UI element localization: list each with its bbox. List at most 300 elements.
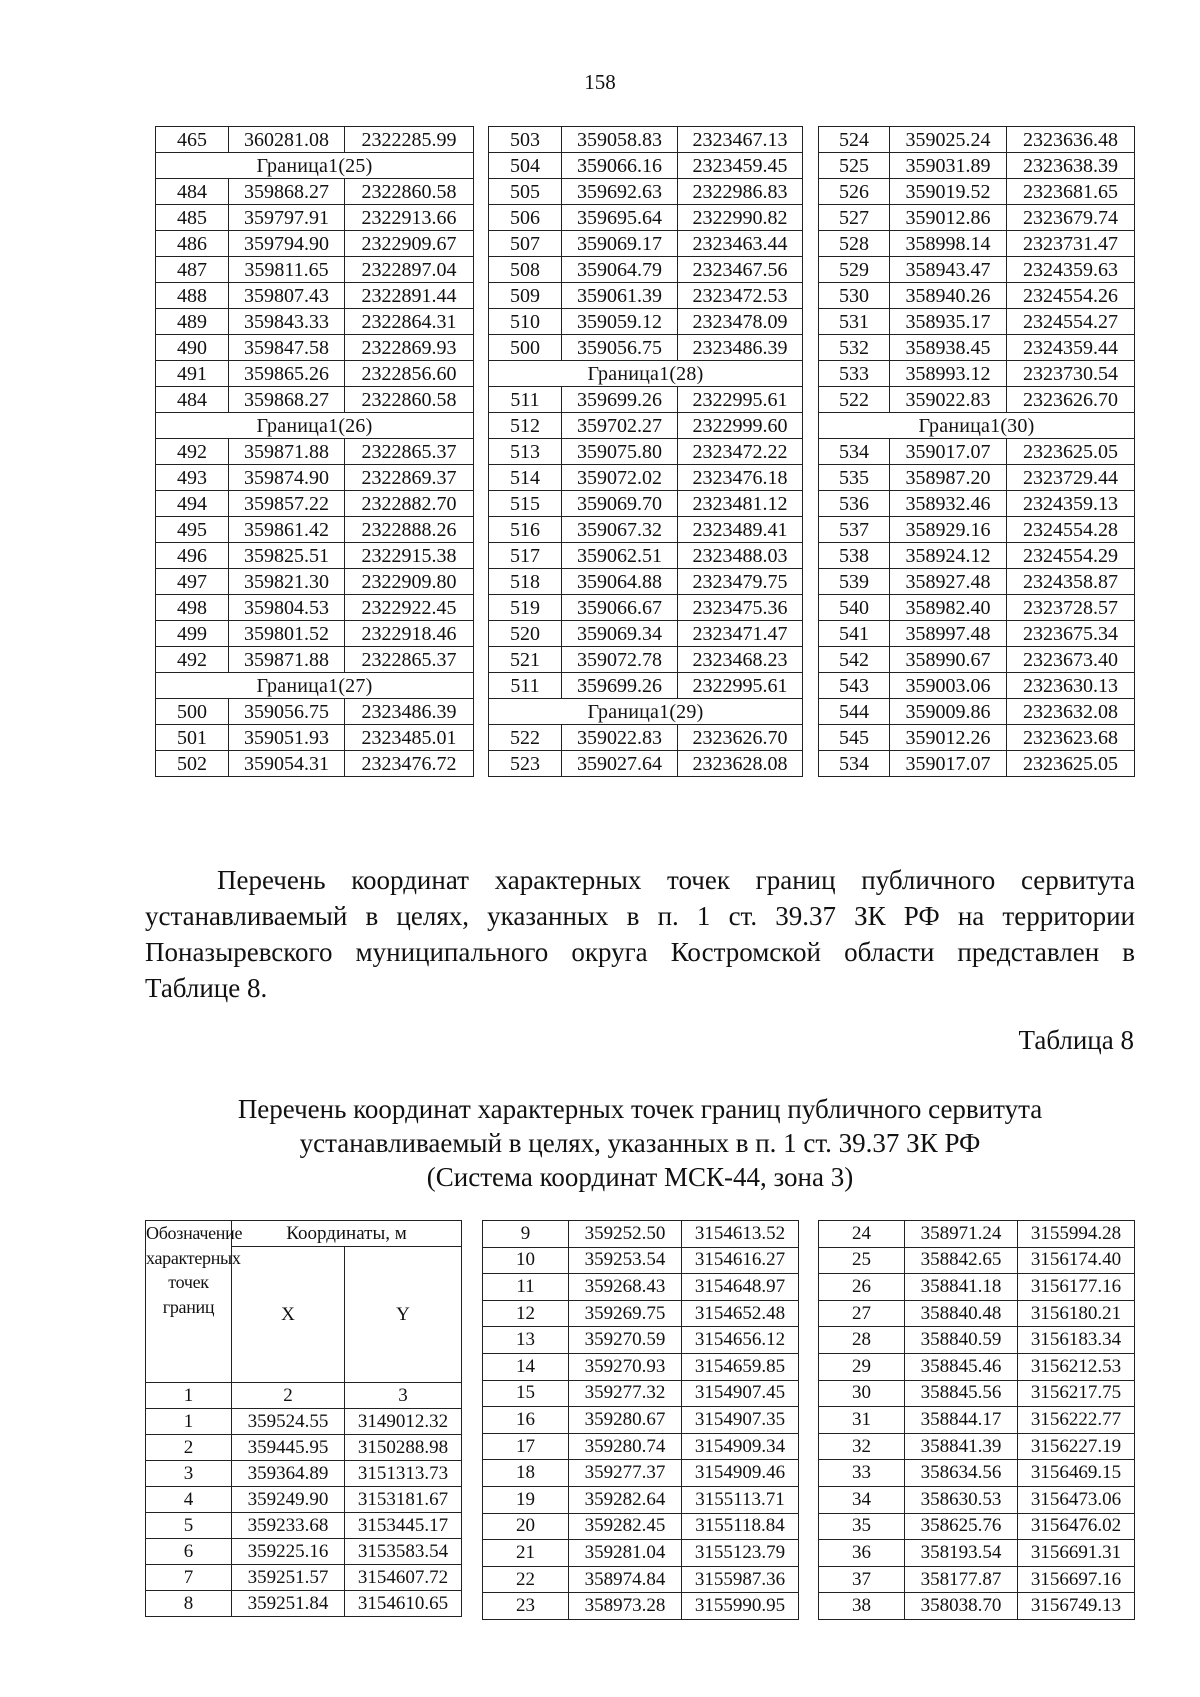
- description-text: Перечень координат характерных точек границ публичного сервитута устанавливаемый в целях, указанных в п. 1 ст. 39.37 ЗК РФ на территории Поназыревского муниципального округа Костромской области представлен в Таблице 8.: [145, 865, 1135, 1003]
- table-row: [483, 1247, 799, 1274]
- table-row: [146, 1513, 462, 1539]
- coord-y: 3150288.98: [345, 1435, 462, 1461]
- point-number: 535: [819, 465, 890, 491]
- table-row: [819, 1380, 1135, 1407]
- table-row: [156, 491, 474, 517]
- coord-x: 359012.86: [890, 205, 1007, 231]
- coord-x: 359801.52: [229, 621, 345, 647]
- point-number: 9: [483, 1221, 569, 1248]
- table-row: [819, 361, 1135, 387]
- table-row: [819, 1274, 1135, 1301]
- point-number: 6: [146, 1539, 232, 1565]
- boundary-table-middle: [488, 126, 803, 777]
- point-number: 487: [156, 257, 229, 283]
- coord-y: 2323463.44: [678, 231, 803, 257]
- page-number: 158: [584, 70, 616, 94]
- coord-y: 2323623.68: [1007, 725, 1135, 751]
- point-number: 502: [156, 751, 229, 777]
- table-title: [145, 1092, 1135, 1194]
- point-number: 21: [483, 1540, 569, 1567]
- boundary-section-row: [489, 699, 803, 725]
- table-row: [819, 387, 1135, 413]
- coord-x: 358842.65: [905, 1247, 1018, 1274]
- point-number: 522: [489, 725, 562, 751]
- point-number: 533: [819, 361, 890, 387]
- point-number: 8: [146, 1591, 232, 1617]
- coord-y: 3151313.73: [345, 1461, 462, 1487]
- coord-x: 359281.04: [569, 1540, 682, 1567]
- coord-x: 359027.64: [562, 751, 678, 777]
- coord-y: 2323636.48: [1007, 127, 1135, 153]
- table-row: [156, 309, 474, 335]
- coord-y: 2323479.75: [678, 569, 803, 595]
- header-coordinates: Координаты, м: [232, 1221, 462, 1247]
- table-row: [819, 179, 1135, 205]
- coord-y: 3155123.79: [682, 1540, 799, 1567]
- point-number: 497: [156, 569, 229, 595]
- coord-y: 3154659.85: [682, 1353, 799, 1380]
- boundary-table-left: [155, 126, 474, 777]
- table8-part1: [145, 1220, 462, 1617]
- point-number: 499: [156, 621, 229, 647]
- coord-x: 359059.12: [562, 309, 678, 335]
- coord-x: 359270.59: [569, 1327, 682, 1354]
- coord-x: 358990.67: [890, 647, 1007, 673]
- coord-x: 359277.37: [569, 1460, 682, 1487]
- coord-x: 359811.65: [229, 257, 345, 283]
- point-number: 511: [489, 673, 562, 699]
- table-row: [156, 699, 474, 725]
- coord-x: 359874.90: [229, 465, 345, 491]
- table-row: [819, 569, 1135, 595]
- point-number: 7: [146, 1565, 232, 1591]
- coord-x: 358998.14: [890, 231, 1007, 257]
- coord-y: 3156174.40: [1018, 1247, 1135, 1274]
- coord-y: 2324554.26: [1007, 283, 1135, 309]
- table-row: [819, 1566, 1135, 1593]
- table-row: [819, 1353, 1135, 1380]
- table-row: [489, 387, 803, 413]
- coord-x: 358971.24: [905, 1221, 1018, 1248]
- coord-y: 3153583.54: [345, 1539, 462, 1565]
- table-row: [489, 179, 803, 205]
- table-row: [819, 283, 1135, 309]
- point-number: 28: [819, 1327, 905, 1354]
- table-row: [483, 1380, 799, 1407]
- coord-y: 2323472.22: [678, 439, 803, 465]
- coord-y: 3154909.46: [682, 1460, 799, 1487]
- coord-y: 2323625.05: [1007, 751, 1135, 777]
- table-label: Таблица 8: [1018, 1025, 1134, 1055]
- coord-y: 2322860.58: [345, 387, 474, 413]
- table-row: [483, 1300, 799, 1327]
- coord-y: 3153181.67: [345, 1487, 462, 1513]
- coord-x: 358927.48: [890, 569, 1007, 595]
- coord-x: 358987.20: [890, 465, 1007, 491]
- coord-y: 2323731.47: [1007, 231, 1135, 257]
- coord-x: 358993.12: [890, 361, 1007, 387]
- coord-y: 2324554.28: [1007, 517, 1135, 543]
- table-row: [489, 465, 803, 491]
- point-number: 515: [489, 491, 562, 517]
- coord-y: 2323467.13: [678, 127, 803, 153]
- point-number: 34: [819, 1486, 905, 1513]
- point-number: 505: [489, 179, 562, 205]
- coord-x: 359025.24: [890, 127, 1007, 153]
- point-number: 492: [156, 439, 229, 465]
- table-row: [819, 465, 1135, 491]
- table-row: [819, 1407, 1135, 1434]
- point-number: 489: [156, 309, 229, 335]
- table-row: [489, 153, 803, 179]
- point-number: 490: [156, 335, 229, 361]
- table-row: [483, 1566, 799, 1593]
- coord-y: 2322995.61: [678, 387, 803, 413]
- coord-x: 359807.43: [229, 283, 345, 309]
- point-number: 495: [156, 517, 229, 543]
- coord-y: 2323475.36: [678, 595, 803, 621]
- table-row: [819, 153, 1135, 179]
- coord-y: 2322864.31: [345, 309, 474, 335]
- header-col-number: 3: [345, 1383, 462, 1409]
- coord-y: 2323625.05: [1007, 439, 1135, 465]
- coord-y: 2322909.67: [345, 231, 474, 257]
- table-row: [146, 1487, 462, 1513]
- coord-y: 2323681.65: [1007, 179, 1135, 205]
- coord-y: 3154909.34: [682, 1433, 799, 1460]
- point-number: 486: [156, 231, 229, 257]
- point-number: 31: [819, 1407, 905, 1434]
- coord-x: 358974.84: [569, 1566, 682, 1593]
- coord-x: 358973.28: [569, 1593, 682, 1620]
- coord-y: 2323628.08: [678, 751, 803, 777]
- table-row: [156, 725, 474, 751]
- coord-y: 2323486.39: [678, 335, 803, 361]
- coord-y: 2323626.70: [1007, 387, 1135, 413]
- coord-x: 359280.67: [569, 1407, 682, 1434]
- coord-x: 358038.70: [905, 1593, 1018, 1620]
- boundary-table-right: [818, 126, 1135, 777]
- table-row: [489, 127, 803, 153]
- table-row: [819, 621, 1135, 647]
- coord-x: 358625.76: [905, 1513, 1018, 1540]
- boundary-section-label: Граница1(28): [489, 361, 803, 387]
- table-row: [483, 1540, 799, 1567]
- coord-y: 2323729.44: [1007, 465, 1135, 491]
- coord-y: 3155990.95: [682, 1593, 799, 1620]
- coord-x: 359064.88: [562, 569, 678, 595]
- coord-y: 2324554.27: [1007, 309, 1135, 335]
- table-row: [156, 127, 474, 153]
- coord-x: 359847.58: [229, 335, 345, 361]
- point-number: 493: [156, 465, 229, 491]
- coord-x: 358935.17: [890, 309, 1007, 335]
- coord-y: 2322897.04: [345, 257, 474, 283]
- coord-y: 2322915.38: [345, 543, 474, 569]
- coord-y: 3154616.27: [682, 1247, 799, 1274]
- coord-x: 359843.33: [229, 309, 345, 335]
- coord-y: 3156217.75: [1018, 1380, 1135, 1407]
- table-row: [156, 569, 474, 595]
- table-row: [489, 205, 803, 231]
- coord-x: 359061.39: [562, 283, 678, 309]
- coord-y: 2324359.63: [1007, 257, 1135, 283]
- table-row: [483, 1433, 799, 1460]
- point-number: 24: [819, 1221, 905, 1248]
- header-point-designation: Обозначение характерных точек границ: [146, 1221, 232, 1383]
- coord-x: 358841.18: [905, 1274, 1018, 1301]
- point-number: 534: [819, 439, 890, 465]
- point-number: 513: [489, 439, 562, 465]
- table-row: [819, 1327, 1135, 1354]
- table-row: [819, 1486, 1135, 1513]
- coord-x: 359861.42: [229, 517, 345, 543]
- point-number: 29: [819, 1353, 905, 1380]
- table-row: [489, 335, 803, 361]
- table-row: [819, 439, 1135, 465]
- point-number: 538: [819, 543, 890, 569]
- coord-y: 3154652.48: [682, 1300, 799, 1327]
- coord-x: 359871.88: [229, 647, 345, 673]
- coord-y: 3154607.72: [345, 1565, 462, 1591]
- point-number: 531: [819, 309, 890, 335]
- point-number: 530: [819, 283, 890, 309]
- point-number: 541: [819, 621, 890, 647]
- coord-x: 359022.83: [890, 387, 1007, 413]
- point-number: 1: [146, 1409, 232, 1435]
- table-row: [489, 413, 803, 439]
- coord-x: 359804.53: [229, 595, 345, 621]
- point-number: 510: [489, 309, 562, 335]
- coord-x: 359056.75: [229, 699, 345, 725]
- coord-x: 359702.27: [562, 413, 678, 439]
- point-number: 534: [819, 751, 890, 777]
- table-row: [819, 699, 1135, 725]
- coord-y: 2323632.08: [1007, 699, 1135, 725]
- table8-body: [483, 1221, 799, 1620]
- table-row: [489, 647, 803, 673]
- coord-y: 2322865.37: [345, 439, 474, 465]
- table-row: [156, 595, 474, 621]
- table-row: [483, 1407, 799, 1434]
- coord-x: 358943.47: [890, 257, 1007, 283]
- coord-y: 3154648.97: [682, 1274, 799, 1301]
- point-number: 3: [146, 1461, 232, 1487]
- table-row: [156, 647, 474, 673]
- coord-x: 359031.89: [890, 153, 1007, 179]
- point-number: 492: [156, 647, 229, 673]
- coord-y: 3154907.35: [682, 1407, 799, 1434]
- coord-y: 2322882.70: [345, 491, 474, 517]
- point-number: 504: [489, 153, 562, 179]
- coord-y: 2323472.53: [678, 283, 803, 309]
- coord-y: 3156177.16: [1018, 1274, 1135, 1301]
- coord-y: 3156183.34: [1018, 1327, 1135, 1354]
- header-col-number: 1: [146, 1383, 232, 1409]
- coord-y: 3156212.53: [1018, 1353, 1135, 1380]
- point-number: 512: [489, 413, 562, 439]
- point-number: 542: [819, 647, 890, 673]
- table-row: [489, 569, 803, 595]
- table-row: [819, 725, 1135, 751]
- point-number: 10: [483, 1247, 569, 1274]
- table-row: [483, 1274, 799, 1301]
- table-row: [156, 179, 474, 205]
- coord-y: 3153445.17: [345, 1513, 462, 1539]
- coord-x: 358630.53: [905, 1486, 1018, 1513]
- table-row: [819, 309, 1135, 335]
- table-row: [156, 517, 474, 543]
- point-number: 14: [483, 1353, 569, 1380]
- coord-y: 2323675.34: [1007, 621, 1135, 647]
- coord-y: 3156222.77: [1018, 1407, 1135, 1434]
- coord-y: 2322922.45: [345, 595, 474, 621]
- coord-x: 358844.17: [905, 1407, 1018, 1434]
- point-number: 22: [483, 1566, 569, 1593]
- coord-y: 2322860.58: [345, 179, 474, 205]
- coord-y: 2323679.74: [1007, 205, 1135, 231]
- point-number: 35: [819, 1513, 905, 1540]
- coord-y: 2322856.60: [345, 361, 474, 387]
- coord-y: 2323673.40: [1007, 647, 1135, 673]
- boundary-section-label: Граница1(26): [156, 413, 474, 439]
- coord-x: 359072.02: [562, 465, 678, 491]
- table8-body: [819, 1221, 1135, 1620]
- coord-y: 3149012.32: [345, 1409, 462, 1435]
- coord-x: 358840.48: [905, 1300, 1018, 1327]
- coord-x: 359009.86: [890, 699, 1007, 725]
- table-row: [819, 1460, 1135, 1487]
- table-row: [146, 1591, 462, 1617]
- coord-y: 2323467.56: [678, 257, 803, 283]
- point-number: 545: [819, 725, 890, 751]
- table-row: [489, 751, 803, 777]
- point-number: 519: [489, 595, 562, 621]
- coord-x: 359069.70: [562, 491, 678, 517]
- table-row: [156, 387, 474, 413]
- table-row: [156, 231, 474, 257]
- coord-x: 358982.40: [890, 595, 1007, 621]
- coord-y: 3154907.45: [682, 1380, 799, 1407]
- coord-x: 359699.26: [562, 387, 678, 413]
- coord-y: 2323489.41: [678, 517, 803, 543]
- coord-x: 359699.26: [562, 673, 678, 699]
- coord-x: 359012.26: [890, 725, 1007, 751]
- coord-y: 3154610.65: [345, 1591, 462, 1617]
- point-number: 19: [483, 1486, 569, 1513]
- coord-y: 3156227.19: [1018, 1433, 1135, 1460]
- coord-x: 359062.51: [562, 543, 678, 569]
- table-row: [819, 127, 1135, 153]
- coord-x: 358840.59: [905, 1327, 1018, 1354]
- table-row: [489, 283, 803, 309]
- coord-x: 359233.68: [232, 1513, 345, 1539]
- coord-x: 358634.56: [905, 1460, 1018, 1487]
- point-number: 12: [483, 1300, 569, 1327]
- coord-y: 2323488.03: [678, 543, 803, 569]
- point-number: 501: [156, 725, 229, 751]
- coord-x: 359364.89: [232, 1461, 345, 1487]
- boundary-section-label: Граница1(27): [156, 673, 474, 699]
- coord-y: 2323630.13: [1007, 673, 1135, 699]
- point-number: 488: [156, 283, 229, 309]
- coord-y: 3155994.28: [1018, 1221, 1135, 1248]
- coord-y: 2322869.37: [345, 465, 474, 491]
- coord-y: 2323638.39: [1007, 153, 1135, 179]
- point-number: 494: [156, 491, 229, 517]
- coord-x: 359797.91: [229, 205, 345, 231]
- table-row: [819, 231, 1135, 257]
- table-row: [483, 1327, 799, 1354]
- coord-y: 3156749.13: [1018, 1593, 1135, 1620]
- coord-x: 359524.55: [232, 1409, 345, 1435]
- coord-x: 358193.54: [905, 1540, 1018, 1567]
- table-row: [819, 1300, 1135, 1327]
- coord-y: 2323471.47: [678, 621, 803, 647]
- point-number: 528: [819, 231, 890, 257]
- coord-x: 359064.79: [562, 257, 678, 283]
- coord-y: 2323459.45: [678, 153, 803, 179]
- coord-x: 359054.31: [229, 751, 345, 777]
- table-row: [819, 517, 1135, 543]
- point-number: 2: [146, 1435, 232, 1461]
- coord-y: 3155113.71: [682, 1486, 799, 1513]
- coord-x: 358924.12: [890, 543, 1007, 569]
- coord-y: 3156476.02: [1018, 1513, 1135, 1540]
- boundary-section-label: Граница1(29): [489, 699, 803, 725]
- point-number: 13: [483, 1327, 569, 1354]
- table-row: [489, 621, 803, 647]
- coord-x: 359252.50: [569, 1221, 682, 1248]
- coord-x: 358940.26: [890, 283, 1007, 309]
- table-row: [819, 491, 1135, 517]
- point-number: 524: [819, 127, 890, 153]
- point-number: 507: [489, 231, 562, 257]
- coord-x: 358841.39: [905, 1433, 1018, 1460]
- point-number: 508: [489, 257, 562, 283]
- coord-y: 2322986.83: [678, 179, 803, 205]
- point-number: 527: [819, 205, 890, 231]
- point-number: 532: [819, 335, 890, 361]
- boundary-section-label: Граница1(25): [156, 153, 474, 179]
- coord-x: 359282.64: [569, 1486, 682, 1513]
- table-row: [156, 465, 474, 491]
- point-number: 503: [489, 127, 562, 153]
- coord-y: 3155118.84: [682, 1513, 799, 1540]
- coord-x: 358932.46: [890, 491, 1007, 517]
- table8-part3: [818, 1220, 1135, 1620]
- point-number: 526: [819, 179, 890, 205]
- coord-x: 359280.74: [569, 1433, 682, 1460]
- table-row: [489, 491, 803, 517]
- point-number: 11: [483, 1274, 569, 1301]
- boundary-section-row: [156, 153, 474, 179]
- coord-x: 359270.93: [569, 1353, 682, 1380]
- coord-x: 358845.46: [905, 1353, 1018, 1380]
- coord-y: 2322999.60: [678, 413, 803, 439]
- coord-x: 359066.16: [562, 153, 678, 179]
- coord-x: 359072.78: [562, 647, 678, 673]
- table-row: [489, 257, 803, 283]
- coord-y: 3155987.36: [682, 1566, 799, 1593]
- table-row: [156, 257, 474, 283]
- coord-x: 359022.83: [562, 725, 678, 751]
- coord-y: 2323481.12: [678, 491, 803, 517]
- coord-y: 2322869.93: [345, 335, 474, 361]
- coord-y: 2322913.66: [345, 205, 474, 231]
- table-row: [819, 205, 1135, 231]
- point-number: 33: [819, 1460, 905, 1487]
